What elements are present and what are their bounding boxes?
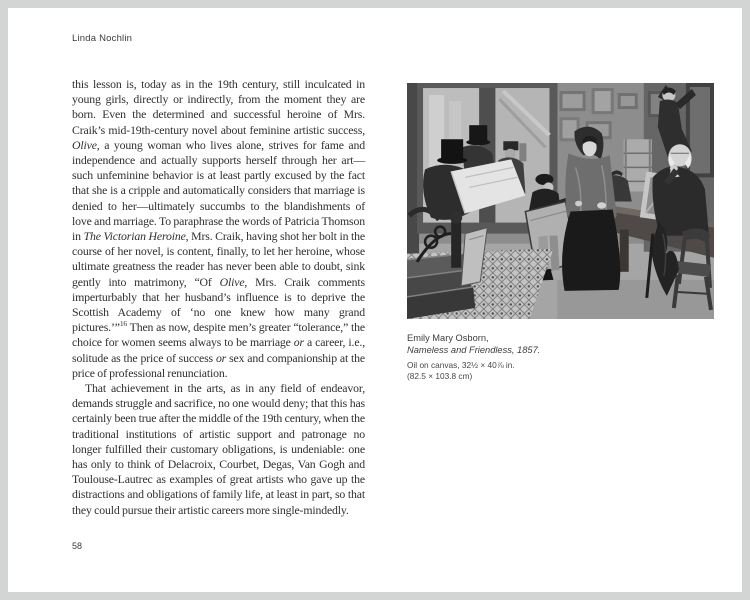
caption-medium: Oil on canvas, 32½ × 40⅞ in.: [407, 360, 515, 370]
caption-title: Nameless and Friendless, 1857.: [407, 345, 541, 355]
paragraph: That achievement in the arts, as in any field of endeavor, demands struggle and sacrifice, no one would deny; that this has certainly been true after the middle of the 19th century, when the traditional institutions of artistic support and patronage no longer fulfilled their customary obligations, is undeniable: one has only to think of Delacroix, Courbet, Degas, Van Gogh and Toulouse-Lautrec as examples of great artists who gave up the distractions and obligations of family life, at least in part, so that they could pursue their artistic careers more single-mindedly.: [72, 381, 365, 517]
running-header: Linda Nochlin: [72, 33, 133, 44]
painting-figure: [407, 83, 714, 319]
paragraph: this lesson is, today as in the 19th century, still inculcated in young girls, directly or indirectly, from the moment they are born. Even the determined and successful heroine of Mrs. Craik’s mid-19th-century novel about feminine artistic success, Olive, a young woman who lives alone, strives for fame and independence and actually supports herself through her art—such unfeminine behavior is at least partly excused by the fact that she is a cripple and automatically considers that marriage is denied to her—ultimately succumbs to the blandishments of love and marriage. To paraphrase the words of Patricia Thomson in The Victorian Heroine, Mrs. Craik, having shot her bolt in the course of her novel, is content, finally, to let her heroine, whose ultimate greatness the reader has never been able to doubt, sink gently into matrimony, “Of Olive, Mrs. Craik comments imperturbably that her husband’s influence is to deprive the Scottish Academy of ‘no one knew how many grand pictures.’”$^{16}$ Then as now, despite men’s greater “tolerance,” the choice for women seems always to be marriage or a career, i.e., solitude as the price of success or sex and companionship at the price of professional renunciation.: [72, 77, 365, 380]
painting-image: [407, 83, 714, 319]
page-number: 58: [72, 541, 83, 551]
caption-dimensions: (82.5 × 103.8 cm): [407, 370, 473, 381]
book-page: [8, 8, 742, 592]
caption-artist: Emily Mary Osborn,: [407, 333, 489, 343]
figure-caption: [407, 332, 540, 381]
body-text: [72, 77, 365, 518]
